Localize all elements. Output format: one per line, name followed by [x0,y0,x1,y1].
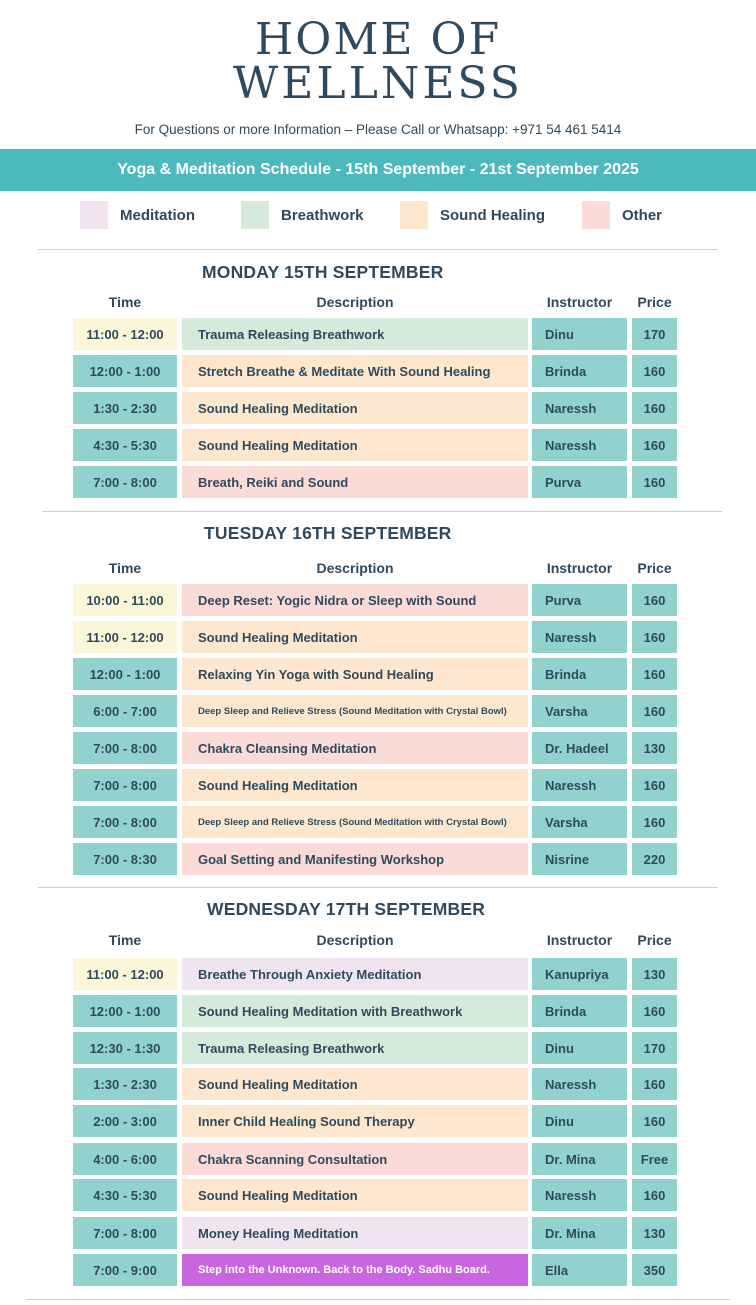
column-header-time: Time [108,932,142,948]
session-description: Money Healing Meditation [182,1217,528,1249]
session-time: 7:00 - 8:00 [73,466,177,498]
session-instructor: Dr. Mina [532,1217,627,1249]
session-price: 160 [632,584,677,616]
session-instructor: Naressh [532,392,627,424]
column-header-price: Price [637,560,672,576]
session-time: 11:00 - 12:00 [73,621,177,653]
session-price: 160 [632,392,677,424]
session-instructor: Brinda [532,995,627,1027]
session-instructor: Varsha [532,695,627,727]
session-price: 160 [632,1105,677,1137]
legend-label: Breathwork [281,206,364,224]
column-header-description: Description [316,294,394,310]
session-description: Chakra Cleansing Meditation [182,732,528,764]
session-instructor: Purva [532,466,627,498]
session-time: 11:00 - 12:00 [73,958,177,990]
session-description: Chakra Scanning Consultation [182,1143,528,1175]
session-price: 350 [632,1254,677,1286]
session-price: 170 [632,1032,677,1064]
session-instructor: Naressh [532,1179,627,1211]
session-time: 12:00 - 1:00 [73,995,177,1027]
session-description: Deep Reset: Yogic Nidra or Sleep with Sound [182,584,528,616]
session-time: 12:30 - 1:30 [73,1032,177,1064]
session-price: 160 [632,995,677,1027]
session-price: 160 [632,466,677,498]
session-instructor: Brinda [532,355,627,387]
legend-swatch [400,201,428,229]
legend-label: Meditation [120,206,195,224]
schedule-banner: Yoga & Meditation Schedule - 15th September - 21st September 2025 [0,149,756,191]
column-header-time: Time [108,294,142,310]
session-instructor: Dr. Mina [532,1143,627,1175]
column-header-price: Price [637,294,672,310]
session-description: Inner Child Healing Sound Therapy [182,1105,528,1137]
session-description: Breath, Reiki and Sound [182,466,528,498]
column-header-description: Description [316,560,394,576]
session-price: 160 [632,1068,677,1100]
session-time: 4:30 - 5:30 [73,1179,177,1211]
session-instructor: Naressh [532,621,627,653]
column-header-time: Time [108,560,142,576]
session-description: Breathe Through Anxiety Meditation [182,958,528,990]
column-header-description: Description [316,932,394,948]
session-instructor: Dinu [532,1032,627,1064]
legend-other [582,201,662,229]
session-price: Free [632,1143,677,1175]
legend-swatch [80,201,108,229]
legend-label: Sound Healing [440,206,545,224]
session-time: 12:00 - 1:00 [73,355,177,387]
logo-line-2: WELLNESS [233,58,523,109]
session-price: 130 [632,732,677,764]
session-price: 170 [632,318,677,350]
day-title: TUESDAY 16TH SEPTEMBER [204,523,452,543]
session-instructor: Naressh [532,1068,627,1100]
column-header-instructor: Instructor [546,932,613,948]
logo [0,14,756,109]
session-description: Sound Healing Meditation [182,1179,528,1211]
session-instructor: Purva [532,584,627,616]
legend-breathwork [241,201,364,229]
section-divider [38,887,718,888]
session-price: 160 [632,806,677,838]
legend-swatch [241,201,269,229]
section-divider [38,249,718,250]
session-instructor: Kanupriya [532,958,627,990]
session-instructor: Ella [532,1254,627,1286]
session-description: Sound Healing Meditation with Breathwork [182,995,528,1027]
category-legend [0,201,756,231]
session-time: 7:00 - 8:00 [73,769,177,801]
section-divider [26,1299,730,1300]
legend-swatch [582,201,610,229]
session-description: Sound Healing Meditation [182,621,528,653]
section-divider [42,511,722,512]
session-time: 4:00 - 6:00 [73,1143,177,1175]
session-description: Sound Healing Meditation [182,429,528,461]
logo-line-1: HOME OF [254,14,502,65]
session-description: Step into the Unknown. Back to the Body. Sadhu Board. [182,1254,528,1286]
session-price: 220 [632,843,677,875]
session-price: 160 [632,621,677,653]
session-time: 11:00 - 12:00 [73,318,177,350]
session-description: Sound Healing Meditation [182,769,528,801]
session-time: 2:00 - 3:00 [73,1105,177,1137]
session-instructor: Nisrine [532,843,627,875]
column-header-instructor: Instructor [546,294,613,310]
session-time: 7:00 - 8:00 [73,806,177,838]
session-price: 160 [632,1179,677,1211]
session-description: Goal Setting and Manifesting Workshop [182,843,528,875]
session-description: Deep Sleep and Relieve Stress (Sound Meditation with Crystal Bowl) [182,806,528,838]
session-instructor: Varsha [532,806,627,838]
legend-meditation [80,201,195,229]
contact-info: For Questions or more Information – Please Call or Whatsapp: +971 54 461 5414 [134,122,622,137]
session-description: Stretch Breathe & Meditate With Sound Healing [182,355,528,387]
session-instructor: Dinu [532,1105,627,1137]
session-time: 1:30 - 2:30 [73,392,177,424]
session-description: Deep Sleep and Relieve Stress (Sound Meditation with Crystal Bowl) [182,695,528,727]
session-description: Sound Healing Meditation [182,1068,528,1100]
day-title: WEDNESDAY 17TH SEPTEMBER [207,899,486,919]
session-description: Trauma Releasing Breathwork [182,318,528,350]
session-instructor: Naressh [532,429,627,461]
session-price: 160 [632,769,677,801]
session-time: 1:30 - 2:30 [73,1068,177,1100]
column-header-instructor: Instructor [546,560,613,576]
session-description: Sound Healing Meditation [182,392,528,424]
session-time: 7:00 - 8:30 [73,843,177,875]
session-price: 130 [632,958,677,990]
session-description: Relaxing Yin Yoga with Sound Healing [182,658,528,690]
session-price: 160 [632,658,677,690]
session-instructor: Dinu [532,318,627,350]
session-price: 160 [632,695,677,727]
session-instructor: Naressh [532,769,627,801]
session-time: 12:00 - 1:00 [73,658,177,690]
legend-label: Other [622,206,663,224]
session-description: Trauma Releasing Breathwork [182,1032,528,1064]
session-time: 10:00 - 11:00 [73,584,177,616]
session-instructor: Dr. Hadeel [532,732,627,764]
session-price: 130 [632,1217,677,1249]
session-price: 160 [632,429,677,461]
legend-sound-healing [400,201,545,229]
session-time: 4:30 - 5:30 [73,429,177,461]
session-time: 7:00 - 8:00 [73,1217,177,1249]
session-time: 7:00 - 8:00 [73,732,177,764]
session-time: 6:00 - 7:00 [73,695,177,727]
session-instructor: Brinda [532,658,627,690]
day-title: MONDAY 15TH SEPTEMBER [202,262,444,282]
session-time: 7:00 - 9:00 [73,1254,177,1286]
session-price: 160 [632,355,677,387]
column-header-price: Price [637,932,672,948]
